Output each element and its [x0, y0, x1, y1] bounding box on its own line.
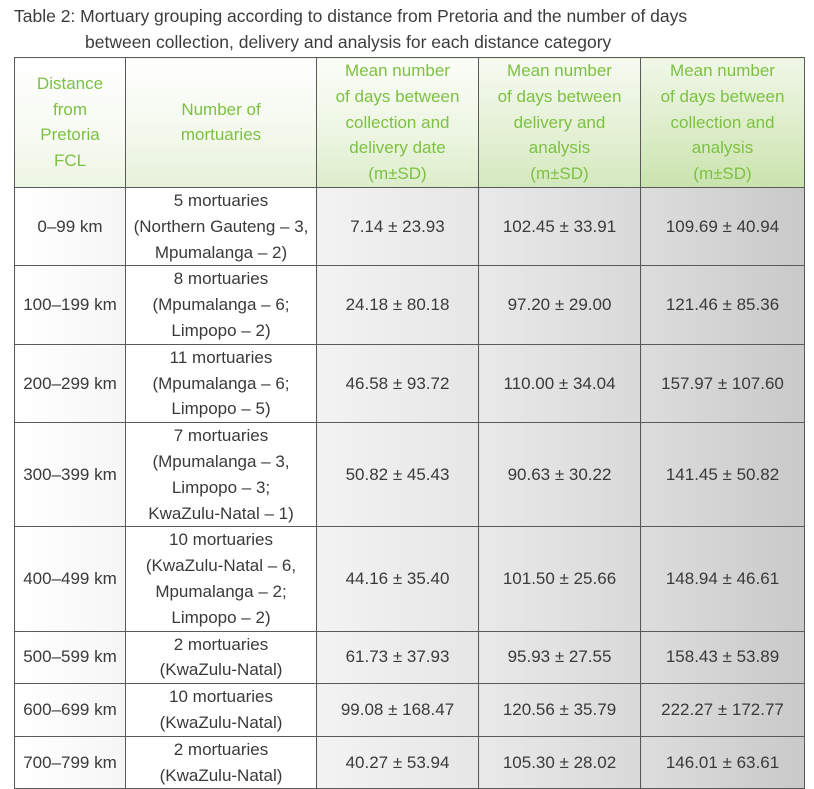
header-collection-delivery-line: Mean number [345, 61, 450, 80]
cell-distance: 700–799 km [15, 736, 126, 789]
table-row [15, 266, 805, 344]
mortuary-group-line: Limpopo – 3; [171, 477, 271, 497]
cell-collection-analysis: 222.27 ± 172.77 [641, 684, 805, 737]
table-row [15, 684, 805, 737]
mortuary-group-line: (KwaZulu-Natal – 6, [145, 556, 297, 576]
mortuary-group-line: Mpumalanga – 2; [155, 581, 287, 601]
cell-collection-delivery: 44.16 ± 35.40 [317, 527, 479, 631]
cell-delivery-analysis: 102.45 ± 33.91 [479, 187, 641, 265]
mortuary-group-line: (KwaZulu-Natal) [159, 712, 283, 732]
mortuary-group-line: 10 mortuaries [169, 687, 273, 707]
table-row [15, 187, 805, 265]
cell-collection-delivery: 24.18 ± 80.18 [317, 266, 479, 344]
header-collection-delivery [317, 58, 479, 188]
cell-mortuaries [126, 684, 317, 737]
header-collection-analysis-line: analysis [691, 138, 754, 158]
header-collection-analysis-line: Mean number [670, 61, 775, 80]
mortuary-group-line: 8 mortuaries [173, 269, 269, 289]
table-caption [14, 3, 804, 55]
cell-mortuaries [126, 631, 317, 684]
cell-mortuaries [126, 344, 317, 422]
cell-delivery-analysis: 105.30 ± 28.02 [479, 736, 641, 789]
header-collection-analysis-line: collection and [670, 112, 775, 132]
mortuary-group-line: (Mpumalanga – 3, [152, 451, 290, 471]
cell-collection-delivery: 40.27 ± 53.94 [317, 736, 479, 789]
cell-delivery-analysis: 120.56 ± 35.79 [479, 684, 641, 737]
mortuary-group-line: Limpopo – 5) [171, 399, 271, 419]
cell-collection-analysis: 141.45 ± 50.82 [641, 423, 805, 527]
cell-mortuaries [126, 736, 317, 789]
cell-distance: 200–299 km [15, 344, 126, 422]
header-delivery-analysis [479, 58, 641, 188]
mortuary-group-line: 10 mortuaries [169, 530, 273, 550]
header-delivery-analysis-line: delivery and [513, 112, 606, 132]
cell-delivery-analysis: 101.50 ± 25.66 [479, 527, 641, 631]
cell-collection-delivery: 7.14 ± 23.93 [317, 187, 479, 265]
cell-distance: 0–99 km [15, 187, 126, 265]
mortuary-group-line: KwaZulu-Natal – 1) [148, 503, 294, 523]
header-delivery-analysis-line: Mean number [507, 61, 612, 80]
mortuary-group-line: Limpopo – 2) [171, 320, 271, 340]
header-collection-delivery-line: of days between [335, 86, 460, 106]
cell-mortuaries [126, 266, 317, 344]
mortuary-group-line: (Northern Gauteng – 3, [133, 216, 309, 236]
cell-collection-analysis: 146.01 ± 63.61 [641, 736, 805, 789]
cell-collection-delivery: 50.82 ± 45.43 [317, 423, 479, 527]
header-delivery-analysis-line: of days between [497, 86, 622, 106]
mortuary-group-line: 5 mortuaries [173, 190, 269, 210]
header-distance-line: Pretoria [40, 125, 100, 145]
cell-collection-delivery: 46.58 ± 93.72 [317, 344, 479, 422]
mortuary-group-line: 2 mortuaries [173, 634, 269, 654]
cell-delivery-analysis: 95.93 ± 27.55 [479, 631, 641, 684]
cell-distance: 300–399 km [15, 423, 126, 527]
header-mortuaries-line: Number of [181, 99, 261, 119]
table-header-row [15, 58, 805, 188]
cell-mortuaries [126, 423, 317, 527]
table-row [15, 631, 805, 684]
mortuary-distance-table [14, 57, 805, 789]
header-collection-delivery-line: (m±SD) [368, 164, 427, 184]
header-collection-analysis [641, 58, 805, 188]
cell-delivery-analysis: 110.00 ± 34.04 [479, 344, 641, 422]
cell-distance: 500–599 km [15, 631, 126, 684]
mortuary-group-line: 2 mortuaries [173, 739, 269, 759]
table-body [15, 187, 805, 788]
mortuary-group-line: (Mpumalanga – 6; [152, 373, 290, 393]
header-delivery-analysis-line: (m±SD) [530, 164, 589, 184]
header-delivery-analysis-line: analysis [528, 138, 591, 158]
caption-line-1: Table 2: Mortuary grouping according to distance from Pretoria and the number of days [14, 6, 688, 26]
caption-line-2: between collection, delivery and analysis for each distance category [85, 32, 612, 52]
header-distance-line: from [53, 99, 87, 119]
header-mortuaries [126, 58, 317, 188]
header-distance-line: Distance [36, 73, 104, 93]
cell-delivery-analysis: 97.20 ± 29.00 [479, 266, 641, 344]
header-collection-analysis-line: (m±SD) [693, 164, 752, 184]
cell-collection-analysis: 148.94 ± 46.61 [641, 527, 805, 631]
cell-collection-analysis: 158.43 ± 53.89 [641, 631, 805, 684]
mortuary-group-line: (Mpumalanga – 6; [152, 295, 290, 315]
table-row [15, 423, 805, 527]
mortuary-group-line: Mpumalanga – 2) [154, 242, 288, 262]
cell-mortuaries [126, 527, 317, 631]
cell-mortuaries [126, 187, 317, 265]
cell-collection-delivery: 61.73 ± 37.93 [317, 631, 479, 684]
header-collection-analysis-line: of days between [660, 86, 785, 106]
table-row [15, 736, 805, 789]
header-collection-delivery-line: collection and [345, 112, 450, 132]
cell-collection-analysis: 157.97 ± 107.60 [641, 344, 805, 422]
cell-collection-analysis: 121.46 ± 85.36 [641, 266, 805, 344]
cell-distance: 600–699 km [15, 684, 126, 737]
header-distance-line: FCL [53, 151, 87, 171]
cell-delivery-analysis: 90.63 ± 30.22 [479, 423, 641, 527]
mortuary-group-line: 11 mortuaries [169, 347, 273, 367]
cell-distance: 100–199 km [15, 266, 126, 344]
header-distance [15, 58, 126, 188]
mortuary-group-line: 7 mortuaries [173, 426, 269, 446]
header-mortuaries-line: mortuaries [180, 125, 262, 145]
mortuary-group-line: (KwaZulu-Natal) [159, 660, 283, 680]
header-collection-delivery-line: delivery date [349, 138, 446, 158]
mortuary-group-line: (KwaZulu-Natal) [159, 765, 283, 785]
cell-collection-analysis: 109.69 ± 40.94 [641, 187, 805, 265]
mortuary-group-line: Limpopo – 2) [171, 607, 271, 627]
table-row [15, 527, 805, 631]
table-row [15, 344, 805, 422]
cell-collection-delivery: 99.08 ± 168.47 [317, 684, 479, 737]
cell-distance: 400–499 km [15, 527, 126, 631]
